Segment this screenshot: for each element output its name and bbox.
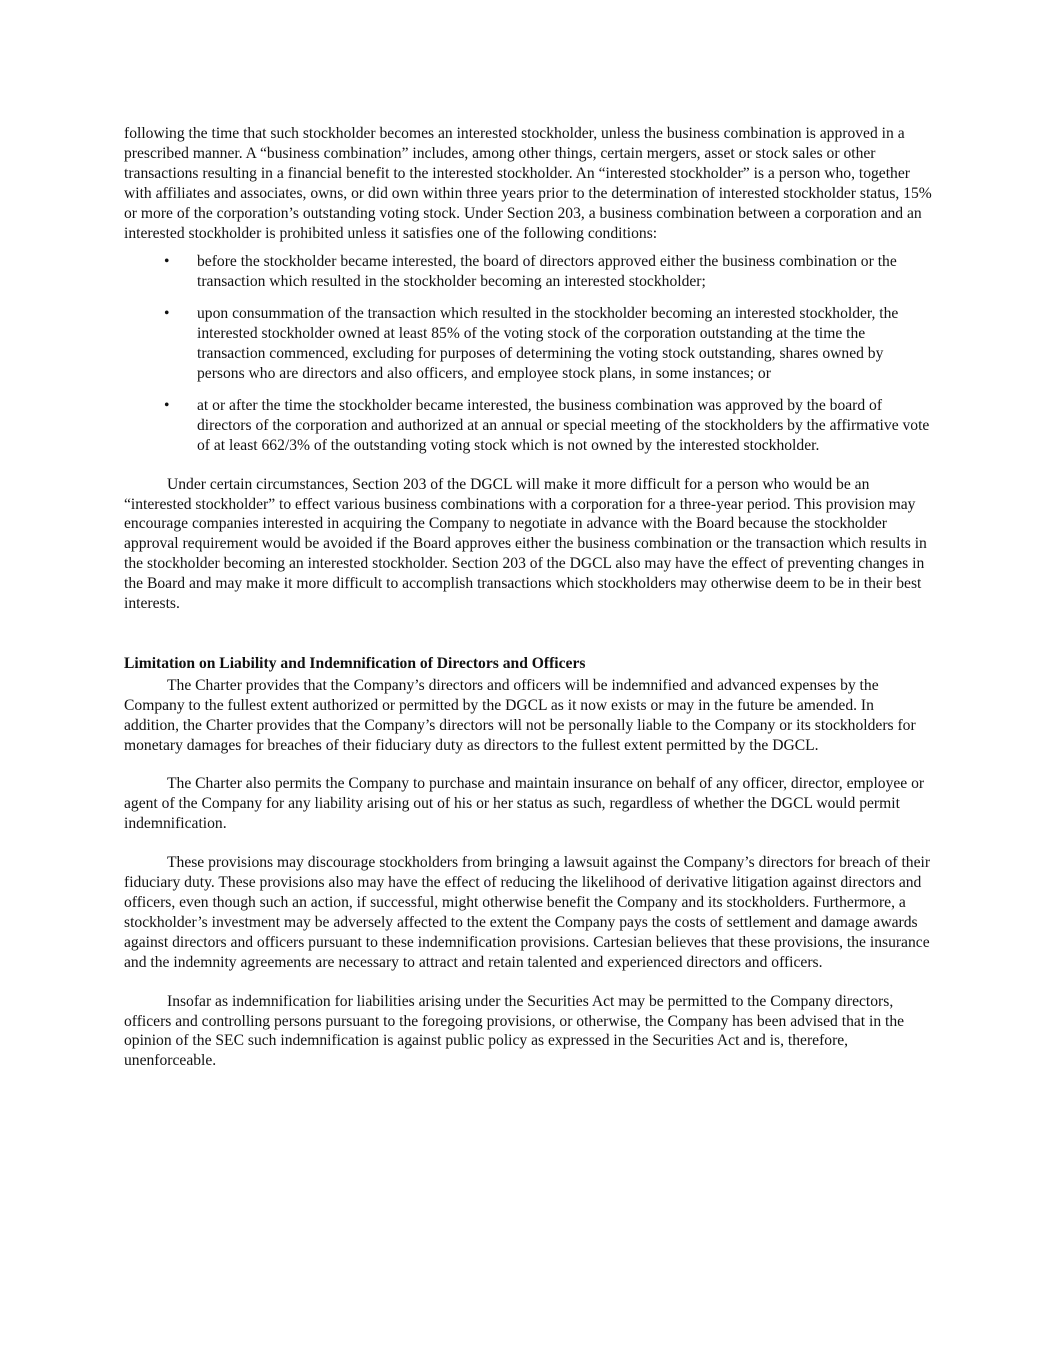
bullet-icon: • (164, 253, 170, 271)
bullet-icon: • (164, 396, 170, 414)
condition-text: upon consummation of the transaction which resulted in the stockholder becoming an interested stockholder, the interested stockholder owned at least 85% of the voting stock of the corporation outstanding at the time the transaction commenced, excluding for purposes of determining the voting stock outstanding, shares owned by persons who are directors and also officers, and employee stock plans, in some instances; or (197, 305, 899, 382)
conditions-list (124, 252, 932, 455)
intro-paragraph: following the time that such stockholder becomes an interested stockholder, unless the business combination is approved in a prescribed manner. A “business combination” includes, among other things, certain mergers, asset or stock sales or other transactions resulting in a financial benefit to the interested stockholder. An “interested stockholder” is a person who, together with affiliates and associates, owns, or did own within three years prior to the determination of interested stockholder status, 15% or more of the corporation’s outstanding voting stock. Under Section 203, a business combination between a corporation and an interested stockholder is prohibited unless it satisfies one of the following conditions: (124, 125, 932, 242)
condition-text: at or after the time the stockholder became interested, the business combination was approved by the board of directors of the corporation and authorized at an annual or special meeting of the stockholders by the affirmative vote of at least 662/3% of the outstanding voting stock which is not owned by the interested stockholder. (197, 396, 930, 454)
document-page (124, 124, 932, 1071)
body-paragraph: Insofar as indemnification for liabilities arising under the Securities Act may be permitted to the Company directors, officers and controlling persons pursuant to the foregoing provisions, or otherwise, the Company has been advised that in the opinion of the SEC such indemnification is against public policy as expressed in the Securities Act and is, therefore, unenforceable. (124, 992, 905, 1070)
section-203-paragraph: Under certain circumstances, Section 203 of the DGCL will make it more difficult for a person who would be an “interested stockholder” to effect various business combinations with a corporation for a three-year period. This provision may encourage companies interested in acquiring the Company to negotiate in advance with the Board because the stockholder approval requirement would be avoided if the Board approves either the business combination or the transaction which results in the stockholder becoming an interested stockholder. Section 203 of the DGCL also may have the effect of preventing changes in the Board and may make it more difficult to accomplish transactions which stockholders may otherwise deem to be in their best interests. (124, 475, 927, 613)
body-paragraph: The Charter provides that the Company’s directors and officers will be indemnified and advanced expenses by the Company to the fullest extent authorized or permitted by the DGCL as it now exists or may in the future be amended. In addition, the Charter provides that the Company’s directors will not be personally liable to the Company or its stockholders for monetary damages for breaches of their fiduciary duty as directors to the fullest extent permitted by the DGCL. (124, 676, 916, 754)
list-item (124, 304, 932, 384)
list-item (124, 396, 932, 456)
body-paragraph: These provisions may discourage stockholders from bringing a lawsuit against the Company’s directors for breach of their fiduciary duty. These provisions also may have the effect of reducing the likelihood of derivative litigation against directors and officers, even though such an action, if successful, might otherwise benefit the Company and its stockholders. Furthermore, a stockholder’s investment may be adversely affected to the extent the Company pays the costs of settlement and damage awards against directors and officers pursuant to these indemnification provisions. Cartesian believes that these provisions, the insurance and the indemnity agreements are necessary to attract and retain talented and experienced directors and officers. (124, 854, 931, 971)
bullet-icon: • (164, 305, 170, 323)
section-heading: Limitation on Liability and Indemnification of Directors and Officers (124, 654, 586, 672)
body-paragraph: The Charter also permits the Company to purchase and maintain insurance on behalf of any officer, director, employee or agent of the Company for any liability arising out of his or her status as such, regardless of whether the DGCL would permit indemnification. (124, 775, 925, 833)
list-item (124, 252, 932, 292)
condition-text: before the stockholder became interested, the board of directors approved either the business combination or the transaction which resulted in the stockholder becoming an interested stockholder; (197, 253, 897, 291)
